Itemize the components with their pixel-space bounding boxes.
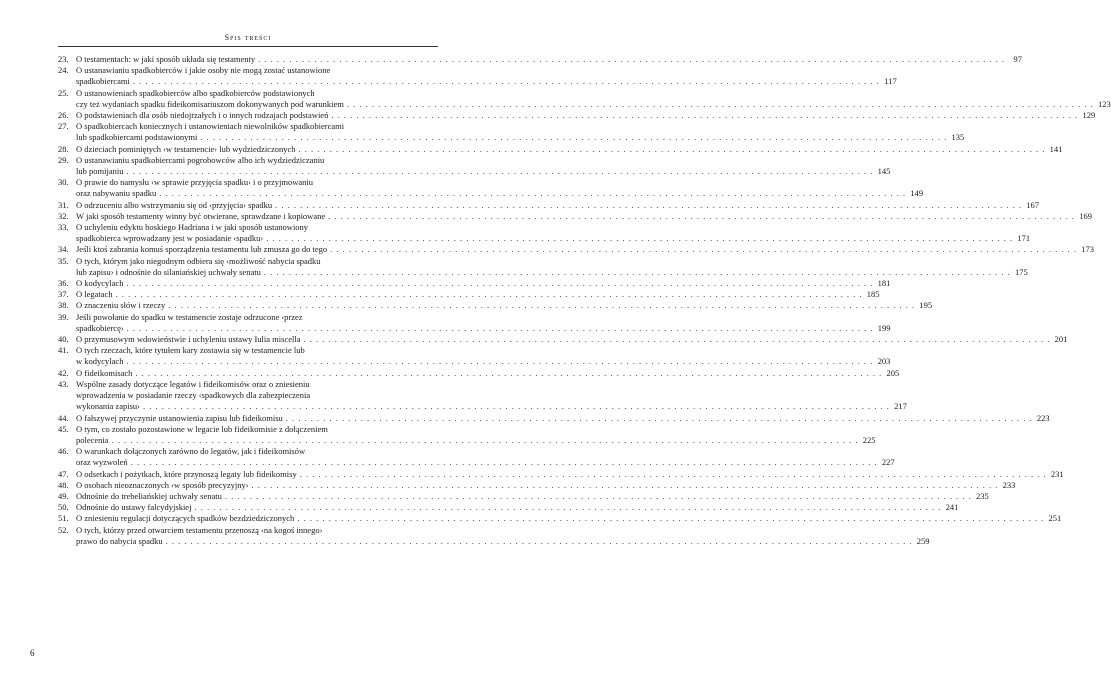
entry-page: 169 (1079, 210, 1092, 221)
leader-dots: . . . . . . . . . . . . . . . . . . . . . . . . . . . . . . . . . . . . . . . . . . . . . . . . . . . . . . . . . . . . . . . . . . . . . . . . . . . . . . . . . . . . . . . . . . . . . . . . . . . . . . . . . . . . . . . . . . . . . . . . (298, 143, 1046, 154)
entry-number: 31. (58, 199, 69, 210)
entry-number: 51. (58, 513, 69, 524)
leader-dots: . . . . . . . . . . . . . . . . . . . . . . . . . . . . . . . . . . . . . . . . . . . . . . . . . . . . . . . . . . . . . . . . . . . . . . . . . . . . . . . . . . . . . . . . . . . . . . . . . . . . . . . . . . . . . . . . . . . . . . . . (299, 468, 1047, 479)
toc-entry (58, 367, 900, 379)
leader-dots: . . . . . . . . . . . . . . . . . . . . . . . . . . . . . . . . . . . . . . . . . . . . . . . . . . . . . . . . . . . . . . . . . . . . . . . . . . . . . . . . . . . . . . . . . . . . . . . . . . . . . . . . . . . . . . . . . . . . . . . . (303, 334, 1051, 345)
entry-page: 129 (1082, 110, 1096, 121)
entry-title-line: O legatach (76, 289, 113, 300)
toc-entry (58, 222, 1031, 244)
entry-number: 44. (58, 412, 69, 423)
entry-title-line: wykonania zapisu› (76, 401, 140, 412)
entry-page: 259 (916, 535, 930, 546)
entry-title-line: O odrzuceniu albo wstrzymaniu się od ‹przyjęcia› spadku (76, 199, 273, 210)
entry-title-line: oraz wyzwoleń (76, 457, 128, 468)
toc-entry (58, 345, 891, 367)
toc-entry (58, 334, 1068, 345)
entry-page: 231 (1050, 468, 1064, 479)
entry-title-line: O ustanawianiu spadkobiercami pogrobowców albo ich wydziedziczaniu (76, 154, 325, 165)
toc-entry (58, 54, 1023, 65)
leader-dots: . . . . . . . . . . . . . . . . . . . . . . . . . . . . . . . . . . . . . . . . . . . . . . . . . . . . . . . . . . . . . . . . . . . . . . . . . . . . . . . . . . . . . . . . . . . . . . . . . . . . . . . . . . . . . . . . . . . . . . . . (132, 76, 880, 87)
leader-dots: . . . . . . . . . . . . . . . . . . . . . . . . . . . . . . . . . . . . . . . . . . . . . . . . . . . . . . . . . . . . . . . . . . . . . . . . . . . . . . . . . . . . . . . . . . . . . . . . . . . . . . . . . . . . . . . . . . . . . . . . (331, 110, 1079, 121)
entry-number: 24. (58, 65, 69, 76)
leader-dots: . . . . . . . . . . . . . . . . . . . . . . . . . . . . . . . . . . . . . . . . . . . . . . . . . . . . . . . . . . . . . . . . . . . . . . . . . . . . . . . . . . . . . . . . . . . . . . . . . . . . . . . . . . . . . . . . . . . . . . . . (251, 479, 999, 490)
entry-number: 25. (58, 87, 69, 98)
entry-page: 185 (866, 289, 880, 300)
entry-page: 201 (1054, 334, 1068, 345)
toc-entry (58, 468, 1064, 480)
entry-title-line: wprowadzenia w posiadanie rzeczy ‹spadkowych dla zabezpieczenia (76, 390, 311, 401)
leader-dots: . . . . . . . . . . . . . . . . . . . . . . . . . . . . . . . . . . . . . . . . . . . . . . . . . . . . . . . . . . . . . . . . . . . . . . . . . . . . . . . . . . . . . . . . . . . . . . . . . . . . . . . . . . . . . . . . . . . . . . . . (285, 412, 1033, 423)
entry-number: 39. (58, 311, 69, 322)
leader-dots: . . . . . . . . . . . . . . . . . . . . . . . . . . . . . . . . . . . . . . . . . . . . . . . . . . . . . . . . . . . . . . . . . . . . . . . . . . . . . . . . . . . . . . . . . . . . . . . . . . . . . . . . . . . . . . . . . . . . . . . . (297, 513, 1045, 524)
entry-title-line: oraz nabywaniu spadku (76, 188, 157, 199)
entry-title-line: lub pomijaniu (76, 166, 124, 177)
leader-dots: . . . . . . . . . . . . . . . . . . . . . . . . . . . . . . . . . . . . . . . . . . . . . . . . . . . . . . . . . . . . . . . . . . . . . . . . . . . . . . . . . . . . . . . . . . . . . . . . . . . . . . . . . . . . . . . . . . . . . . . . (328, 210, 1075, 221)
entry-number: 49. (58, 490, 69, 501)
entry-page: 145 (877, 166, 891, 177)
toc-entry (58, 289, 880, 300)
entry-title-line: Odnośnie do ustawy falcydyjskiej (76, 502, 192, 513)
toc-entry (58, 513, 1062, 524)
leader-dots: . . . . . . . . . . . . . . . . . . . . . . . . . . . . . . . . . . . . . . . . . . . . . . . . . . . . . . . . . . . . . . . . . . . . . . . . . . . . . . . . . . . . . . . . . . . . . . . . . . . . . . . . . . . . . . . . . . . . . . . . (263, 266, 1011, 277)
entry-page: 235 (976, 490, 989, 501)
entry-page: 205 (886, 367, 900, 378)
entry-title-line: O fałszywej przyczynie ustanowienia zapisu lub fideikomisu (76, 412, 283, 423)
leader-dots: . . . . . . . . . . . . . . . . . . . . . . . . . . . . . . . . . . . . . . . . . . . . . . . . . . . . . . . . . . . . . . . . . . . . . . . . . . . . . . . . . . . . . . . . . . . . . . . . . . . . . . . . . . . . . . . . . . . . . . . . (126, 278, 874, 289)
entry-title-line: O ustanawianiu spadkobierców i jakie osoby nie mogą zostać ustanowione (76, 65, 331, 76)
leader-dots: . . . . . . . . . . . . . . . . . . . . . . . . . . . . . . . . . . . . . . . . . . . . . . . . . . . . . . . . . . . . . . . . . . . . . . . . . . . . . . . . . . . . . . . . . . . . . . . . . . . . . . . . . . . . . . . . . . . . . . . . (165, 535, 913, 546)
entry-title-line: O fideikomisach (76, 367, 133, 378)
leader-dots: . . . . . . . . . . . . . . . . . . . . . . . . . . . . . . . . . . . . . . . . . . . . . . . . . . . . . . . . . . . . . . . . . . . . . . . . . . . . . . . . . . . . . . . . . . . . . . . . . . . . . . . . . . . . . . . . . . . . . . . . (159, 188, 907, 199)
entry-title-line: Jeśli powołanie do spadku w testamencie zostaje odrzucone ‹przez (76, 311, 303, 322)
entry-title-line: O kodycylach (76, 278, 124, 289)
entry-title-line: Wspólne zasady dotyczące legatów i fideikomisów oraz o zniesieniu (76, 378, 310, 389)
entry-title-line: Odnośnie do trebeliańskiej uchwały senatu (76, 490, 222, 501)
entry-number: 26. (58, 110, 69, 121)
leader-dots: . . . . . . . . . . . . . . . . . . . . . . . . . . . . . . . . . . . . . . . . . . . . . . . . . . . . . . . . . . . . . . . . . . . . . . . . . . . . . . . . . . . . . . . . . . . . . . . . . . . . . . . . . . . . . . . . . . . . . . . . (115, 289, 863, 300)
table-of-contents (58, 54, 1111, 547)
entry-number: 29. (58, 154, 69, 165)
entry-title-line: O znaczeniu słów i rzeczy (76, 300, 166, 311)
toc-entry (58, 423, 876, 446)
entry-page: 241 (945, 502, 959, 513)
toc-entry (58, 87, 1111, 110)
entry-number: 48. (58, 479, 69, 490)
entry-title-line: polecenia (76, 434, 109, 445)
entry-page: 181 (877, 278, 891, 289)
entry-number: 46. (58, 446, 69, 457)
entry-number: 28. (58, 143, 69, 154)
entry-page: 233 (1002, 479, 1016, 490)
entry-page: 97 (1013, 54, 1023, 64)
entry-page: 223 (1036, 412, 1050, 423)
toc-entry (58, 378, 907, 413)
entry-number: 33. (58, 222, 69, 233)
toc-entry (58, 143, 1063, 155)
entry-page: 175 (1014, 266, 1028, 277)
leader-dots: . . . . . . . . . . . . . . . . . . . . . . . . . . . . . . . . . . . . . . . . . . . . . . . . . . . . . . . . . . . . . . . . . . . . . . . . . . . . . . . . . . . . . . . . . . . . . . . . . . . . . . . . . . . . . . . . . . . . . . . . (266, 233, 1014, 244)
entry-number: 23. (58, 54, 69, 64)
entry-title-line: O uchyleniu edyktu boskiego Hadriana i w jaki sposób ustanowiony (76, 222, 309, 233)
toc-entry (58, 177, 924, 199)
entry-title-line: O dzieciach pominiętych ‹w testamencie› lub wydziedziczonych (76, 143, 296, 154)
leader-dots: . . . . . . . . . . . . . . . . . . . . . . . . . . . . . . . . . . . . . . . . . . . . . . . . . . . . . . . . . . . . . . . . . . . . . . . . . . . . . . . . . . . . . . . . . . . . . . . . . . . . . . . . . . . . . . . . . . . . . . . . (126, 356, 874, 367)
leader-dots: . . . . . . . . . . . . . . . . . . . . . . . . . . . . . . . . . . . . . . . . . . . . . . . . . . . . . . . . . . . . . . . . . . . . . . . . . . . . . . . . . . . . . . . . . . . . . . . . . . . . . . . . . . . . . . . . . . . . . . . . (142, 401, 890, 412)
leader-dots: . . . . . . . . . . . . . . . . . . . . . . . . . . . . . . . . . . . . . . . . . . . . . . . . . . . . . . . . . . . . . . . . . . . . . . . . . . . . . . . . . . . . . . . . . . . . . . . . . . . . . . . . . . . . . . . . . . . . . . . . (111, 434, 859, 445)
leader-dots: . . . . . . . . . . . . . . . . . . . . . . . . . . . . . . . . . . . . . . . . . . . . . . . . . . . . . . . . . . . . . . . . . . . . . . . . . . . . . . . . . . . . . . . . . . . . . . . . . . . . . . . . . . . . . . . . . . . . . . . . (224, 490, 972, 501)
entry-number: 27. (58, 121, 69, 132)
toc-entry (58, 154, 891, 177)
entry-number: 43. (58, 378, 69, 389)
leader-dots: . . . . . . . . . . . . . . . . . . . . . . . . . . . . . . . . . . . . . . . . . . . . . . . . . . . . . . . . . . . . . . . . . . . . . . . . . . . . . . . . . . . . . . . . . . . . . . . . . . . . . . . . . . . . . . . . . . . . . . . . (130, 457, 878, 468)
entry-title-line: O podstawieniach dla osób niedojrzałych i o innych rodzajach podstawień (76, 110, 329, 121)
leader-dots: . . . . . . . . . . . . . . . . . . . . . . . . . . . . . . . . . . . . . . . . . . . . . . . . . . . . . . . . . . . . . . . . . . . . . . . . . . . . . . . . . . . . . . . . . . . . . . . . . . . . . . . . . . . . . . . . . . . . . . . . (346, 98, 1094, 109)
toc-entry (58, 300, 933, 311)
entry-page: 171 (1017, 233, 1031, 244)
toc-entry (58, 311, 891, 334)
entry-page: 149 (910, 188, 924, 199)
toc-entry (58, 412, 1050, 424)
entry-title-line: O przymusowym wdowieństwie i uchyleniu ustawy Iulia miscella (76, 334, 301, 345)
entry-number: 42. (58, 367, 69, 378)
leader-dots: . . . . . . . . . . . . . . . . . . . . . . . . . . . . . . . . . . . . . . . . . . . . . . . . . . . . . . . . . . . . . . . . . . . . . . . . . . . . . . . . . . . . . . . . . . . . . . . . . . . . . . . . . . . . . . . . . . . . . . . . (126, 322, 874, 333)
entry-title-line: prawo do nabycia spadku (76, 535, 163, 546)
leader-dots: . . . . . . . . . . . . . . . . . . . . . . . . . . . . . . . . . . . . . . . . . . . . . . . . . . . . . . . . . . . . . . . . . . . . . . . . . . . . . . . . . . . . . . . . . . . . . . . . . . . . . . . . . . . . . . . . . . . . . . . . (330, 244, 1078, 255)
entry-title-line: w kodycylach (76, 356, 124, 367)
toc-entry (58, 524, 930, 547)
page-number: 6 (30, 648, 35, 658)
entry-title-line: O tych rzeczach, które tytułem kary zostawia się w testamencie lub (76, 345, 305, 356)
entry-number: 50. (58, 502, 69, 513)
entry-title-line: O osobach nieoznaczonych ‹w sposób precyzyjny› (76, 479, 249, 490)
leader-dots: . . . . . . . . . . . . . . . . . . . . . . . . . . . . . . . . . . . . . . . . . . . . . . . . . . . . . . . . . . . . . . . . . . . . . . . . . . . . . . . . . . . . . . . . . . . . . . . . . . . . . . . . . . . . . . . . . . . . . . . . (258, 54, 1006, 64)
toc-entry (58, 446, 895, 468)
entry-number: 35. (58, 255, 69, 266)
toc-entry (58, 502, 959, 513)
entry-number: 32. (58, 210, 69, 221)
entry-page: 225 (862, 434, 876, 445)
entry-title-line: O testamentach: w jaki sposób układa się testamenty (76, 54, 256, 64)
entry-page: 217 (894, 401, 907, 412)
entry-page: 251 (1048, 513, 1062, 524)
leader-dots: . . . . . . . . . . . . . . . . . . . . . . . . . . . . . . . . . . . . . . . . . . . . . . . . . . . . . . . . . . . . . . . . . . . . . . . . . . . . . . . . . . . . . . . . . . . . . . . . . . . . . . . . . . . . . . . . . . . . . . . . (126, 166, 874, 177)
entry-title-line: O tych, którym jako niegodnym odbiera się ‹możliwość nabycia spadku (76, 255, 321, 266)
leader-dots: . . . . . . . . . . . . . . . . . . . . . . . . . . . . . . . . . . . . . . . . . . . . . . . . . . . . . . . . . . . . . . . . . . . . . . . . . . . . . . . . . . . . . . . . . . . . . . . . . . . . . . . . . . . . . . . . . . . . . . . . (135, 367, 883, 378)
leader-dots: . . . . . . . . . . . . . . . . . . . . . . . . . . . . . . . . . . . . . . . . . . . . . . . . . . . . . . . . . . . . . . . . . . . . . . . . . . . . . . . . . . . . . . . . . . . . . . . . . . . . . . . . . . . . . . . . . . . . . . . . (168, 300, 916, 311)
entry-title-line: spadkobiercę› (76, 322, 124, 333)
entry-number: 36. (58, 278, 69, 289)
entry-number: 52. (58, 524, 69, 535)
entry-number: 37. (58, 289, 69, 300)
toc-entry (58, 278, 891, 289)
entry-page: 195 (919, 300, 933, 311)
entry-title-line: Jeśli ktoś zabrania komuś sporządzenia testamentu lub zmusza go do tego (76, 244, 328, 255)
entry-page: 203 (877, 356, 891, 367)
entry-page: 141 (1049, 143, 1063, 154)
toc-entry (58, 490, 989, 502)
entry-title-line: lub zapisu› i odnośnie do silaniańskiej uchwały senatu (76, 266, 261, 277)
toc-entry (58, 65, 897, 87)
entry-page: 135 (951, 132, 965, 143)
entry-title-line: W jaki sposób testamenty winny być otwierane, sprawdzane i kopiowane (76, 210, 326, 221)
entry-number: 45. (58, 423, 69, 434)
entry-page: 167 (1026, 199, 1040, 210)
entry-number: 47. (58, 468, 69, 479)
entry-title-line: O prawie do namysłu ‹w sprawie przyjęcia spadku› i o przyjmowaniu (76, 177, 313, 188)
toc-entry (58, 110, 1096, 121)
entry-page: 117 (884, 76, 897, 87)
entry-title-line: czy też wydaniach spadku fideikomisariuszom dokonywanych pod warunkiem (76, 98, 344, 109)
entry-title-line: O tych, którzy przed otwarciem testamentu przenoszą ‹na kogoś innego› (76, 524, 323, 535)
toc-entry (58, 199, 1040, 211)
running-header: Spis treści (224, 33, 272, 42)
leader-dots: . . . . . . . . . . . . . . . . . . . . . . . . . . . . . . . . . . . . . . . . . . . . . . . . . . . . . . . . . . . . . . . . . . . . . . . . . . . . . . . . . . . . . . . . . . . . . . . . . . . . . . . . . . . . . . . . . . . . . . . . (194, 502, 942, 513)
entry-title-line: spadkobierca wprowadzany jest w posiadanie ‹spadku› (76, 233, 264, 244)
toc-entry (58, 479, 1016, 491)
entry-number: 41. (58, 345, 69, 356)
toc-entry (58, 210, 1092, 222)
header-rule (58, 46, 438, 47)
entry-title-line: O odsetkach i pożytkach, które przynoszą legaty lub fideikomisy (76, 468, 297, 479)
entry-page: 227 (881, 457, 895, 468)
entry-number: 34. (58, 244, 69, 255)
toc-entry (58, 244, 1095, 255)
leader-dots: . . . . . . . . . . . . . . . . . . . . . . . . . . . . . . . . . . . . . . . . . . . . . . . . . . . . . . . . . . . . . . . . . . . . . . . . . . . . . . . . . . . . . . . . . . . . . . . . . . . . . . . . . . . . . . . . . . . . . . . . (275, 199, 1023, 210)
entry-title-line: O ustanowieniach spadkobierców albo spadkobierców podstawionych (76, 87, 315, 98)
leader-dots: . . . . . . . . . . . . . . . . . . . . . . . . . . . . . . . . . . . . . . . . . . . . . . . . . . . . . . . . . . . . . . . . . . . . . . . . . . . . . . . . . . . . . . . . . . . . . . . . . . . . . . . . . . . . . . . . . . . . . . . . (200, 132, 948, 143)
toc-entry (58, 121, 965, 143)
entry-title-line: O zniesieniu regulacji dotyczących spadków bezdziedziczonych (76, 513, 295, 524)
entry-title-line: O tym, co zostało pozostawione w legacie lub fideikomisie z dołączeniem (76, 423, 328, 434)
entry-page: 173 (1081, 244, 1095, 255)
entry-title-line: O warunkach dołączonych zarówno do legatów, jak i fideikomisów (76, 446, 306, 457)
entry-title-line: O spadkobiercach koniecznych i ustanowieniach niewolników spadkobiercami (76, 121, 345, 132)
entry-number: 38. (58, 300, 69, 311)
entry-page: 123 (1098, 98, 1111, 109)
toc-entry (58, 255, 1028, 278)
entry-title-line: lub spadkobiercami podstawionymi (76, 132, 198, 143)
entry-number: 30. (58, 177, 69, 188)
entry-number: 40. (58, 334, 69, 345)
entry-page: 199 (877, 322, 891, 333)
entry-title-line: spadkobiercami (76, 76, 130, 87)
